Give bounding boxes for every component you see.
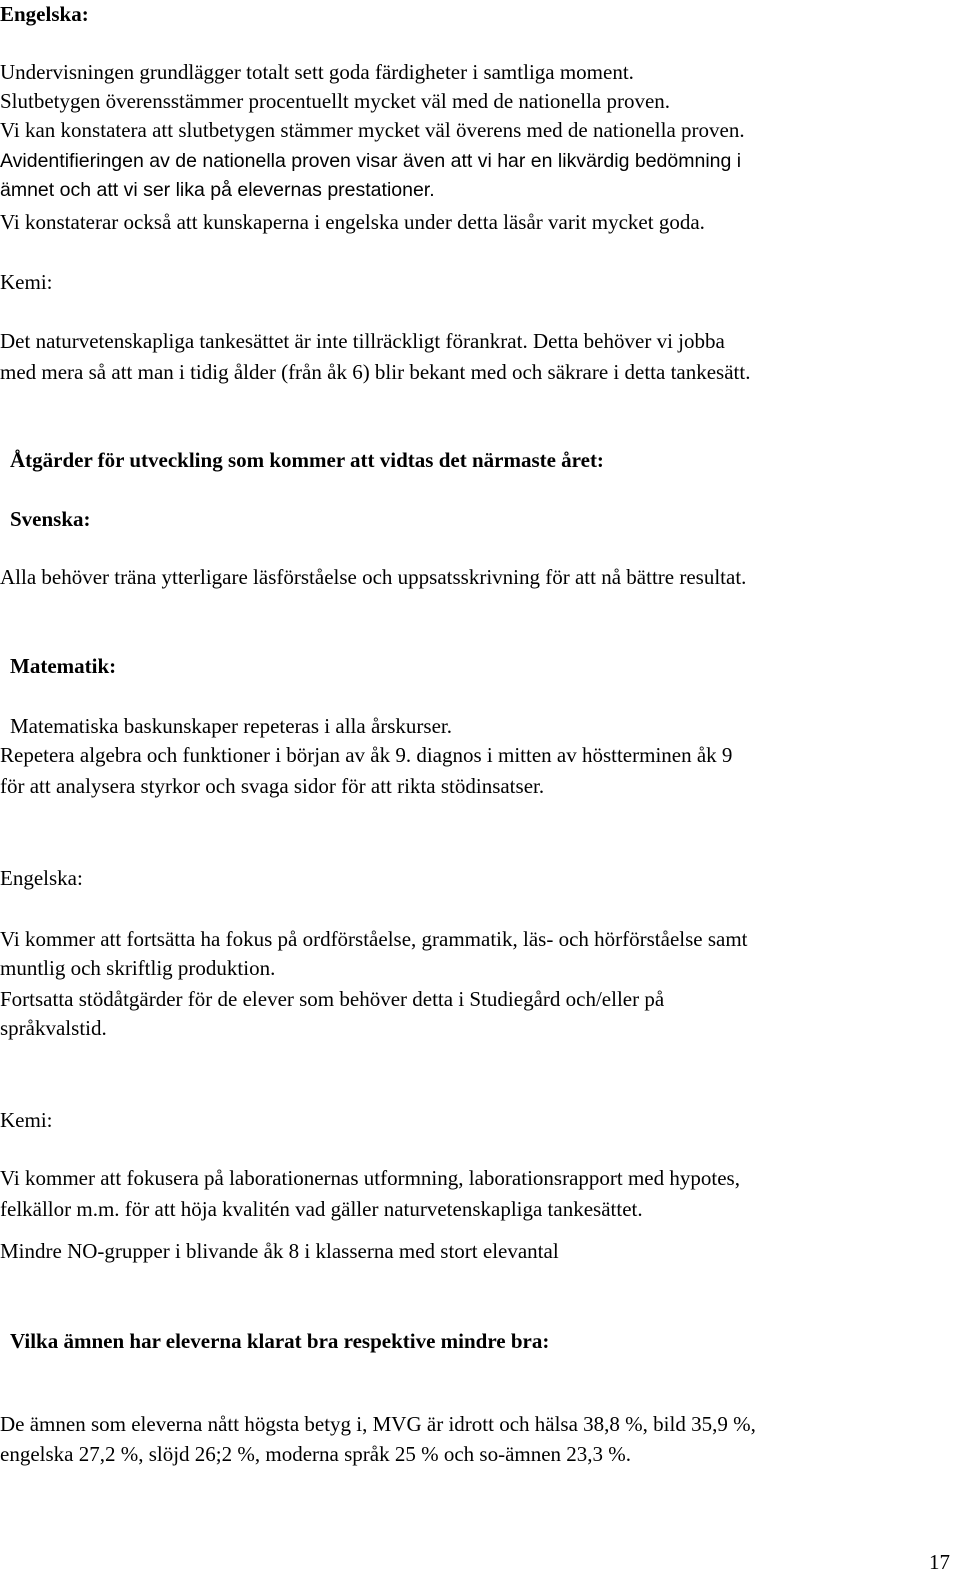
vilka-line-1: De ämnen som eleverna nått högsta betyg i, MVG är idrott och hälsa 38,8 %, bild 35,9 %,: [0, 1412, 756, 1436]
matematik-line-2: Repetera algebra och funktioner i början av åk 9. diagnos i mitten av höstterminen åk 9: [0, 743, 733, 767]
kemi-line-1: Det naturvetenskapliga tankesättet är inte tillräckligt förankrat. Detta behöver vi jobba: [0, 329, 725, 353]
engelska-line-2: Slutbetygen överensstämmer procentuellt mycket väl med de nationella proven.: [0, 89, 671, 113]
engelska-line-1: Undervisningen grundlägger totalt sett goda färdigheter i samtliga moment.: [0, 60, 634, 84]
vilka-line-2: engelska 27,2 %, slöjd 26;2 %, moderna språk 25 % och so-ämnen 23,3 %.: [0, 1442, 632, 1466]
kemi-bottom-line-3: Mindre NO-grupper i blivande åk 8 i klasserna med stort elevantal: [0, 1239, 559, 1263]
heading-engelska-bottom: Engelska:: [0, 866, 83, 890]
engelska-bottom-line-1: Vi kommer att fortsätta ha fokus på ordförståelse, grammatik, läs- och hörförståelse samt: [0, 927, 748, 951]
engelska-line-6: Vi konstaterar också att kunskaperna i engelska under detta läsår varit mycket goda.: [0, 210, 705, 234]
heading-vilka-amnen: Vilka ämnen har eleverna klarat bra respektive mindre bra:: [10, 1329, 550, 1353]
matematik-line-1: Matematiska baskunskaper repeteras i alla årskurser.: [10, 714, 452, 738]
engelska-bottom-line-3: Fortsatta stödåtgärder för de elever som behöver detta i Studiegård och/eller på: [0, 987, 665, 1011]
matematik-line-3: för att analysera styrkor och svaga sidor för att rikta stödinsatser.: [0, 774, 545, 798]
heading-svenska: Svenska:: [10, 507, 91, 531]
page-number: 17: [929, 1550, 950, 1574]
engelska-line-4: Avidentifieringen av de nationella proven visar även att vi har en likvärdig bedömning i: [0, 150, 742, 172]
kemi-bottom-line-1: Vi kommer att fokusera på laborationernas utformning, laborationsrapport med hypotes,: [0, 1166, 740, 1190]
heading-kemi-bottom: Kemi:: [0, 1108, 53, 1132]
kemi-bottom-line-2: felkällor m.m. för att höja kvalitén vad gäller naturvetenskapliga tankesättet.: [0, 1197, 643, 1221]
heading-kemi-top: Kemi:: [0, 270, 53, 294]
engelska-line-3: Vi kan konstatera att slutbetygen stämmer mycket väl överens med de nationella proven.: [0, 118, 745, 142]
engelska-bottom-line-2: muntlig och skriftlig produktion.: [0, 956, 276, 980]
svenska-line-1: Alla behöver träna ytterligare läsförståelse och uppsatsskrivning för att nå bättre resultat.: [0, 565, 747, 589]
engelska-line-5: ämnet och att vi ser lika på elevernas prestationer.: [0, 179, 435, 201]
heading-atgarder: Åtgärder för utveckling som kommer att vidtas det närmaste året:: [10, 448, 604, 472]
engelska-bottom-line-4: språkvalstid.: [0, 1016, 107, 1040]
heading-engelska-top: Engelska:: [0, 2, 89, 26]
heading-matematik: Matematik:: [10, 654, 117, 678]
kemi-line-2: med mera så att man i tidig ålder (från åk 6) blir bekant med och säkrare i detta tankesätt.: [0, 360, 751, 384]
